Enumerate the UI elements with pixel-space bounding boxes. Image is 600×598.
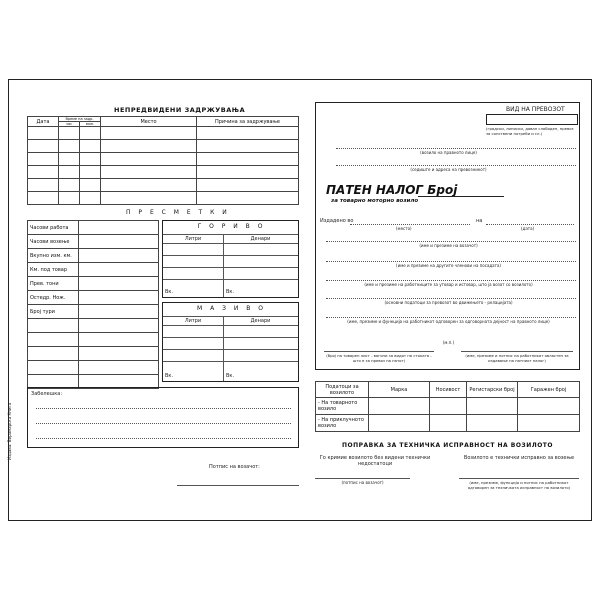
vt-header: Носивост [430, 382, 467, 398]
remarks-label: Забелешка: [31, 391, 63, 397]
calc-row-label: Км. под товар [28, 263, 79, 277]
tech-left-text: Го кримие возилото без видени технички недостатоци [319, 455, 431, 467]
vehicle-type-field[interactable] [486, 114, 578, 125]
form-sheet [8, 79, 592, 521]
oil-box [162, 302, 299, 382]
fuel-col1: Литри [184, 236, 202, 242]
delays-header-date: Дата [28, 117, 59, 127]
delays-header-min: мин. [80, 122, 101, 127]
na-label: на [476, 218, 483, 224]
doc-title: ПАТЕН НАЛОГ Број [326, 183, 458, 197]
calc-table [27, 220, 159, 389]
vt-header: Марка [369, 382, 430, 398]
calc-row-label: Часови возење [28, 235, 79, 249]
fuel-box [162, 220, 299, 298]
oil-total1: Вк. [165, 373, 174, 379]
calc-title: П Р Е С М Е Т К И [126, 209, 230, 216]
delays-header-reason: Причина за задржување [197, 117, 299, 127]
tech-sig-left: (потпис на возачот) [341, 480, 384, 485]
delays-header-place: Место [101, 117, 197, 127]
footer-right-caption: (име, презиме и потпис на работникот овластен за издавање на патниот налог) [465, 353, 569, 363]
delays-title: НЕПРЕДВИДЕНИ ЗАДРЖУВАЊА [114, 106, 246, 114]
driver-signature-label: Потпис на возачот: [209, 464, 260, 470]
vt-row-label: - На товарното возило [316, 398, 369, 415]
delays-header-time: Време на задр. [59, 117, 101, 122]
pos-caption: (основни податоци за превозот во движењето - релацијата) [384, 300, 513, 305]
oil-col1: Литри [184, 318, 202, 324]
vehicle-table [315, 381, 580, 432]
calc-row-label: Часови работа [28, 221, 79, 235]
oil-col2: Денари [250, 318, 271, 324]
tech-right-text: Возилото е технички исправно за возење [463, 455, 575, 461]
oil-total2: Вк. [226, 373, 235, 379]
vt-header: Гаражен број [518, 382, 580, 398]
doc-subtitle: за товарно моторно возило [331, 198, 419, 204]
footer-left-caption: (број на товарен лист - вагони за видот на стоката - што е за превоз на патот) [326, 353, 432, 363]
calc-row-label: Вкупно изм. км. [28, 249, 79, 263]
mp-caption: (м.п.) [442, 340, 455, 345]
city-caption: (место) [396, 226, 412, 231]
vehicle-type-label: ВИД НА ПРЕВОЗОТ [506, 106, 565, 113]
stamp-caption: (име, презиме и функција на работникот одговорен за одговорната дејност на правното лице) [347, 319, 550, 324]
tech-title: ПОПРАВКА ЗА ТЕХНИЧКА ИСПРАВНОСТ НА ВОЗИЛОТО [342, 442, 553, 449]
driver-caption: (име и презиме на возачот) [419, 243, 478, 248]
delays-cell[interactable] [28, 127, 59, 140]
delays-table [27, 116, 299, 205]
fuel-total2: Вк. [226, 289, 235, 295]
delays-header-hour: час [59, 122, 80, 127]
side-text: Издава: Бирамарска Книга [7, 402, 12, 460]
vt-header: Регистарски број [467, 382, 518, 398]
date-caption: (дата) [521, 226, 535, 231]
travel-order-box [315, 102, 580, 370]
vehicle-type-note: (градски, линиски, даван слободен, превоз за сопствени потреби и сл.) [486, 126, 574, 136]
fuel-title: Г О Р И В О [197, 223, 266, 230]
vt-row-label: - На приклучното возило [316, 415, 369, 432]
crew-caption: (име и презиме на другите членови на посадата) [396, 263, 501, 268]
oil-title: М А З И В О [197, 305, 266, 312]
route-caption: (име и презиме на работниците за утовар и истовар, што ја возат со возилото) [364, 282, 533, 287]
fuel-col2: Денари [250, 236, 271, 242]
issued-in-label: Издадено во [320, 218, 354, 224]
seat-address-caption: (седиште и адреса на превозникот) [410, 167, 487, 172]
calc-row-label: Прев. тони [28, 277, 79, 291]
remarks-box[interactable] [27, 387, 299, 448]
calc-row-label: Број тури [28, 305, 79, 319]
vehicle-owner-caption: (возило на правното лице) [420, 150, 477, 155]
vt-header: Податоци за возилото [316, 382, 369, 398]
calc-row-label: Остедр. Нож. [28, 291, 79, 305]
fuel-total1: Вк. [165, 289, 174, 295]
tech-sig-right: (име, презиме, функција и потпис на работникот одговорен за техничката исправност на возилото) [467, 480, 571, 490]
